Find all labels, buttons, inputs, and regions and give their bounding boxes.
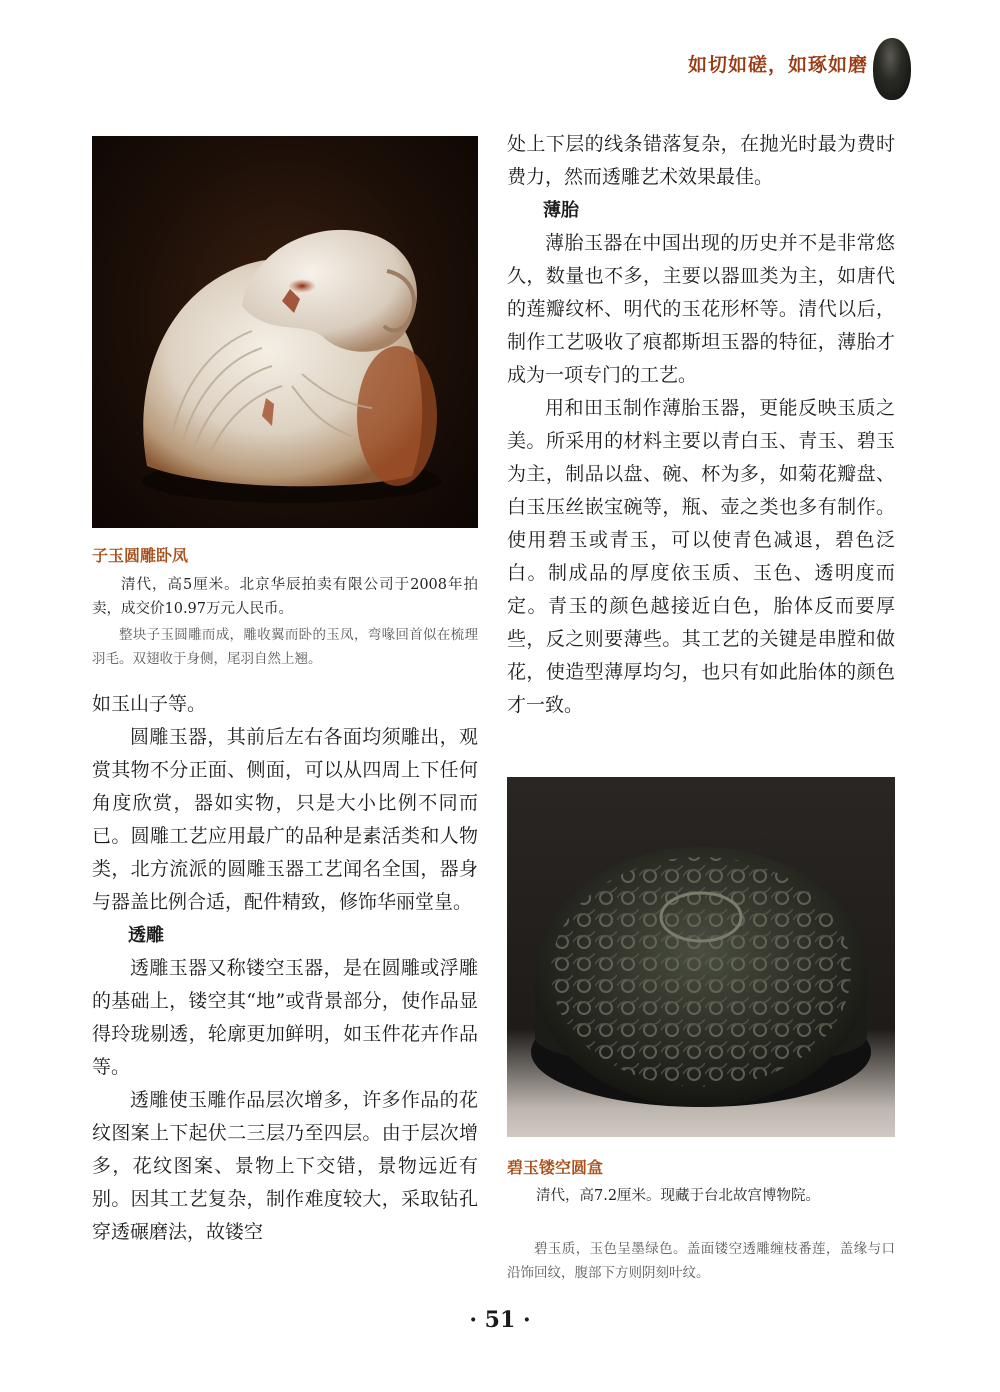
paragraph: 透雕玉器又称镂空玉器，是在圆雕或浮雕的基础上，镂空其“地”或背景部分，使作品显得玲珑剔透，轮廓更加鲜明，如玉件花卉作品等。 [92, 957, 478, 1078]
left-text-column [92, 688, 478, 1249]
paragraph: 透雕使玉雕作品层次增多，许多作品的花纹图案上下起伏二三层乃至四层。由于层次增多，花纹图案、景物上下交错，景物远近有别。因其工艺复杂，制作难度较大，采取钻孔穿透碾磨法，故镂空 [92, 1089, 478, 1243]
dark-jade-pebble-icon [873, 38, 911, 100]
jade-box-photo [507, 777, 895, 1137]
figure-2-description: 碧玉质，玉色呈墨绿色。盖面镂空透雕缠枝番莲，盖缘与口沿饰回纹，腹部下方则阴刻叶纹。 [507, 1241, 895, 1281]
jade-phoenix-photo [92, 136, 478, 528]
paragraph: 薄胎玉器在中国出现的历史并不是非常悠久，数量也不多，主要以器皿类为主，如唐代的莲瓣纹杯、明代的玉花形杯等。清代以后，制作工艺吸收了痕都斯坦玉器的特征，薄胎才成为一项专门的工艺。 [507, 232, 895, 386]
section-heading: 透雕 [128, 925, 164, 946]
paragraph: 圆雕玉器，其前后左右各面均须雕出，观赏其物不分正面、侧面，可以从四周上下任何角度欣赏，器如实物，只是大小比例不同而已。圆雕工艺应用最广的品种是素活类和人物类，北方流派的圆雕玉器工艺闻名全国，器身与器盖比例合适，配件精致，修饰华丽堂皇。 [92, 726, 478, 913]
figure-1-description: 整块子玉圆雕而成，雕收翼而卧的玉凤，弯喙回首似在梳理羽毛。双翅收于身侧，尾羽自然上翘。 [92, 627, 478, 667]
running-header-title: 如切如磋，如琢如磨 [687, 54, 868, 76]
figure-1-title: 子玉圆雕卧凤 [92, 546, 189, 565]
page-number: · 51 · [469, 1307, 531, 1333]
figure-1-info: 清代，高5厘米。北京华辰拍卖有限公司于2008年拍卖，成交价10.97万元人民币。 [92, 577, 478, 617]
figure-2-title: 碧玉镂空圆盒 [507, 1158, 604, 1177]
right-text-column [507, 128, 895, 722]
paragraph: 用和田玉制作薄胎玉器，更能反映玉质之美。所采用的材料主要以青白玉、青玉、碧玉为主，制品以盘、碗、杯为多，如菊花瓣盘、白玉压丝嵌宝碗等，瓶、壶之类也多有制作。使用碧玉或青玉，可以使青色减退，碧色泛白。制成品的厚度依玉质、玉色、透明度而定。青玉的颜色越接近白色，胎体反而要厚些，反之则要薄些。其工艺的关键是串膛和做花，使造型薄厚均匀，也只有如此胎体的颜色才一致。 [507, 397, 895, 716]
continued-paragraph: 如玉山子等。 [92, 693, 207, 715]
continued-paragraph: 处上下层的线条错落复杂，在抛光时最为费时费力，然而透雕艺术效果最佳。 [507, 133, 895, 188]
section-heading: 薄胎 [543, 200, 579, 221]
figure-2-info: 清代，高7.2厘米。现藏于台北故宫博物院。 [536, 1188, 821, 1204]
